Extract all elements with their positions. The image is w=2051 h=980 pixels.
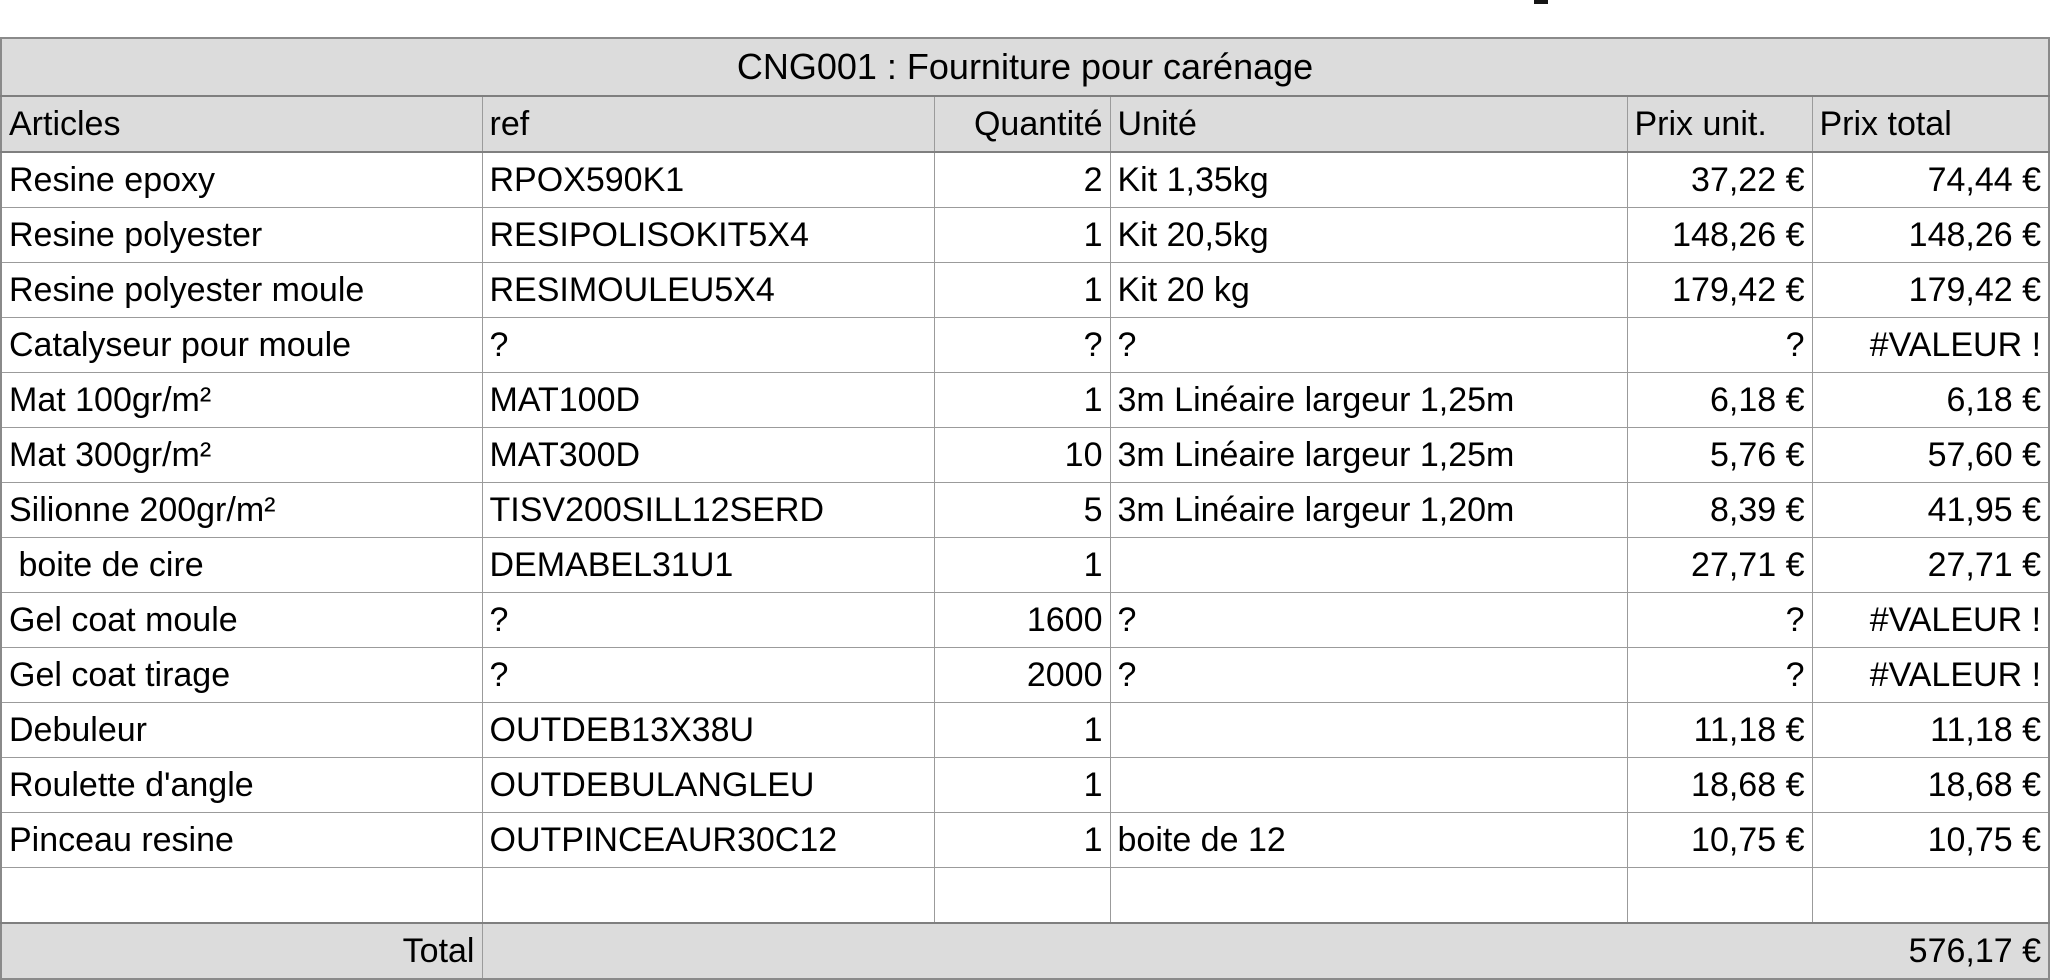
sheet-title-cell[interactable]: CNG001 : Fourniture pour carénage [1, 38, 2049, 96]
column-header-row [1, 96, 2049, 152]
cell-unite-row7[interactable]: 3m Linéaire largeur 1,20m [1110, 483, 1627, 538]
cell-quantite-row9[interactable]: 1600 [934, 593, 1110, 648]
cell-quantite-row3[interactable]: 1 [934, 263, 1110, 318]
cell-quantite-row2[interactable]: 1 [934, 208, 1110, 263]
cell-quantite-row13[interactable]: 1 [934, 813, 1110, 868]
table-row [1, 648, 2049, 703]
cell-articles-row1[interactable]: Resine epoxy [1, 152, 482, 208]
cell-quantite-row10[interactable]: 2000 [934, 648, 1110, 703]
cell-articles-row3[interactable]: Resine polyester moule [1, 263, 482, 318]
cell-articles-row6[interactable]: Mat 300gr/m² [1, 428, 482, 483]
table-row [1, 208, 2049, 263]
cell-quantite-row1[interactable]: 2 [934, 152, 1110, 208]
cell-prix-total-row11[interactable]: 11,18 € [1812, 703, 2049, 758]
table-row [1, 373, 2049, 428]
cell-prix-unit-row12[interactable]: 18,68 € [1627, 758, 1812, 813]
table-row [1, 593, 2049, 648]
cell-articles-row5[interactable]: Mat 100gr/m² [1, 373, 482, 428]
cell-prix-unit-row10[interactable]: ? [1627, 648, 1812, 703]
empty-row [1, 868, 2049, 924]
cell-prix-unit-row6[interactable]: 5,76 € [1627, 428, 1812, 483]
cell-ref-row12[interactable]: OUTDEBULANGLEU [482, 758, 934, 813]
cell-prix-total-row8[interactable]: 27,71 € [1812, 538, 2049, 593]
cell-unite-row3[interactable]: Kit 20 kg [1110, 263, 1627, 318]
table-row [1, 703, 2049, 758]
column-header-prix-unit[interactable]: Prix unit. [1627, 96, 1812, 152]
cell-articles-row14[interactable] [1, 868, 482, 924]
cell-prix-total-row13[interactable]: 10,75 € [1812, 813, 2049, 868]
cell-unite-row1[interactable]: Kit 1,35kg [1110, 152, 1627, 208]
table-row [1, 538, 2049, 593]
cell-ref-row14[interactable] [482, 868, 934, 924]
cell-unite-row2[interactable]: Kit 20,5kg [1110, 208, 1627, 263]
cropped-text-artifact [1534, 0, 1548, 4]
cell-quantite-row6[interactable]: 10 [934, 428, 1110, 483]
title-row [1, 38, 2049, 96]
cell-prix-unit-row4[interactable]: ? [1627, 318, 1812, 373]
cell-unite-row9[interactable]: ? [1110, 593, 1627, 648]
cell-ref-row10[interactable]: ? [482, 648, 934, 703]
cell-ref-row11[interactable]: OUTDEB13X38U [482, 703, 934, 758]
cell-unite-row10[interactable]: ? [1110, 648, 1627, 703]
cell-quantite-row7[interactable]: 5 [934, 483, 1110, 538]
cell-prix-unit-row14[interactable] [1627, 868, 1812, 924]
cell-quantite-row8[interactable]: 1 [934, 538, 1110, 593]
cell-quantite-row4[interactable]: ? [934, 318, 1110, 373]
cell-ref-row8[interactable]: DEMABEL31U1 [482, 538, 934, 593]
cell-prix-total-row6[interactable]: 57,60 € [1812, 428, 2049, 483]
column-header-quantite[interactable]: Quantité [934, 96, 1110, 152]
cell-ref-row9[interactable]: ? [482, 593, 934, 648]
cell-ref-row13[interactable]: OUTPINCEAUR30C12 [482, 813, 934, 868]
cell-ref-row6[interactable]: MAT300D [482, 428, 934, 483]
total-label-cell[interactable]: Total [1, 923, 482, 979]
cell-prix-total-row14[interactable] [1812, 868, 2049, 924]
cell-quantite-row11[interactable]: 1 [934, 703, 1110, 758]
cell-unite-row4[interactable]: ? [1110, 318, 1627, 373]
total-row [1, 923, 2049, 979]
cell-quantite-row5[interactable]: 1 [934, 373, 1110, 428]
table-row [1, 483, 2049, 538]
total-value-cell[interactable]: 576,17 € [482, 923, 2049, 979]
cell-prix-total-row9[interactable]: #VALEUR ! [1812, 593, 2049, 648]
cell-prix-unit-row13[interactable]: 10,75 € [1627, 813, 1812, 868]
cell-prix-unit-row8[interactable]: 27,71 € [1627, 538, 1812, 593]
cell-articles-row7[interactable]: Silionne 200gr/m² [1, 483, 482, 538]
cell-quantite-row14[interactable] [934, 868, 1110, 924]
cell-unite-row14[interactable] [1110, 868, 1627, 924]
table-row [1, 428, 2049, 483]
cell-articles-row4[interactable]: Catalyseur pour moule [1, 318, 482, 373]
cell-articles-row10[interactable]: Gel coat tirage [1, 648, 482, 703]
cell-unite-row13[interactable]: boite de 12 [1110, 813, 1627, 868]
column-header-prix-total[interactable]: Prix total [1812, 96, 2049, 152]
table-row [1, 318, 2049, 373]
cell-prix-total-row5[interactable]: 6,18 € [1812, 373, 2049, 428]
cell-prix-unit-row3[interactable]: 179,42 € [1627, 263, 1812, 318]
cell-ref-row4[interactable]: ? [482, 318, 934, 373]
cell-ref-row7[interactable]: TISV200SILL12SERD [482, 483, 934, 538]
cell-prix-total-row1[interactable]: 74,44 € [1812, 152, 2049, 208]
cell-unite-row11[interactable] [1110, 703, 1627, 758]
cell-ref-row2[interactable]: RESIPOLISOKIT5X4 [482, 208, 934, 263]
cell-ref-row1[interactable]: RPOX590K1 [482, 152, 934, 208]
table-row [1, 813, 2049, 868]
cell-prix-unit-row9[interactable]: ? [1627, 593, 1812, 648]
cell-articles-row11[interactable]: Debuleur [1, 703, 482, 758]
cell-articles-row13[interactable]: Pinceau resine [1, 813, 482, 868]
cell-articles-row2[interactable]: Resine polyester [1, 208, 482, 263]
cell-prix-unit-row7[interactable]: 8,39 € [1627, 483, 1812, 538]
cell-unite-row6[interactable]: 3m Linéaire largeur 1,25m [1110, 428, 1627, 483]
column-header-unite[interactable]: Unité [1110, 96, 1627, 152]
column-header-articles[interactable]: Articles [1, 96, 482, 152]
cell-ref-row5[interactable]: MAT100D [482, 373, 934, 428]
cell-prix-total-row3[interactable]: 179,42 € [1812, 263, 2049, 318]
column-header-ref[interactable]: ref [482, 96, 934, 152]
spreadsheet-table [0, 37, 2050, 980]
table-row [1, 152, 2049, 208]
cell-prix-total-row12[interactable]: 18,68 € [1812, 758, 2049, 813]
cell-quantite-row12[interactable]: 1 [934, 758, 1110, 813]
cell-prix-unit-row2[interactable]: 148,26 € [1627, 208, 1812, 263]
table-row [1, 758, 2049, 813]
cell-prix-total-row7[interactable]: 41,95 € [1812, 483, 2049, 538]
cell-unite-row12[interactable] [1110, 758, 1627, 813]
cell-prix-unit-row5[interactable]: 6,18 € [1627, 373, 1812, 428]
table-row [1, 263, 2049, 318]
cell-prix-total-row2[interactable]: 148,26 € [1812, 208, 2049, 263]
cell-unite-row5[interactable]: 3m Linéaire largeur 1,25m [1110, 373, 1627, 428]
cell-unite-row8[interactable] [1110, 538, 1627, 593]
cell-articles-row12[interactable]: Roulette d'angle [1, 758, 482, 813]
cell-articles-row9[interactable]: Gel coat moule [1, 593, 482, 648]
cell-prix-unit-row11[interactable]: 11,18 € [1627, 703, 1812, 758]
cell-prix-unit-row1[interactable]: 37,22 € [1627, 152, 1812, 208]
cell-ref-row3[interactable]: RESIMOULEU5X4 [482, 263, 934, 318]
cell-prix-total-row10[interactable]: #VALEUR ! [1812, 648, 2049, 703]
cell-prix-total-row4[interactable]: #VALEUR ! [1812, 318, 2049, 373]
cell-articles-row8[interactable]: boite de cire [1, 538, 482, 593]
